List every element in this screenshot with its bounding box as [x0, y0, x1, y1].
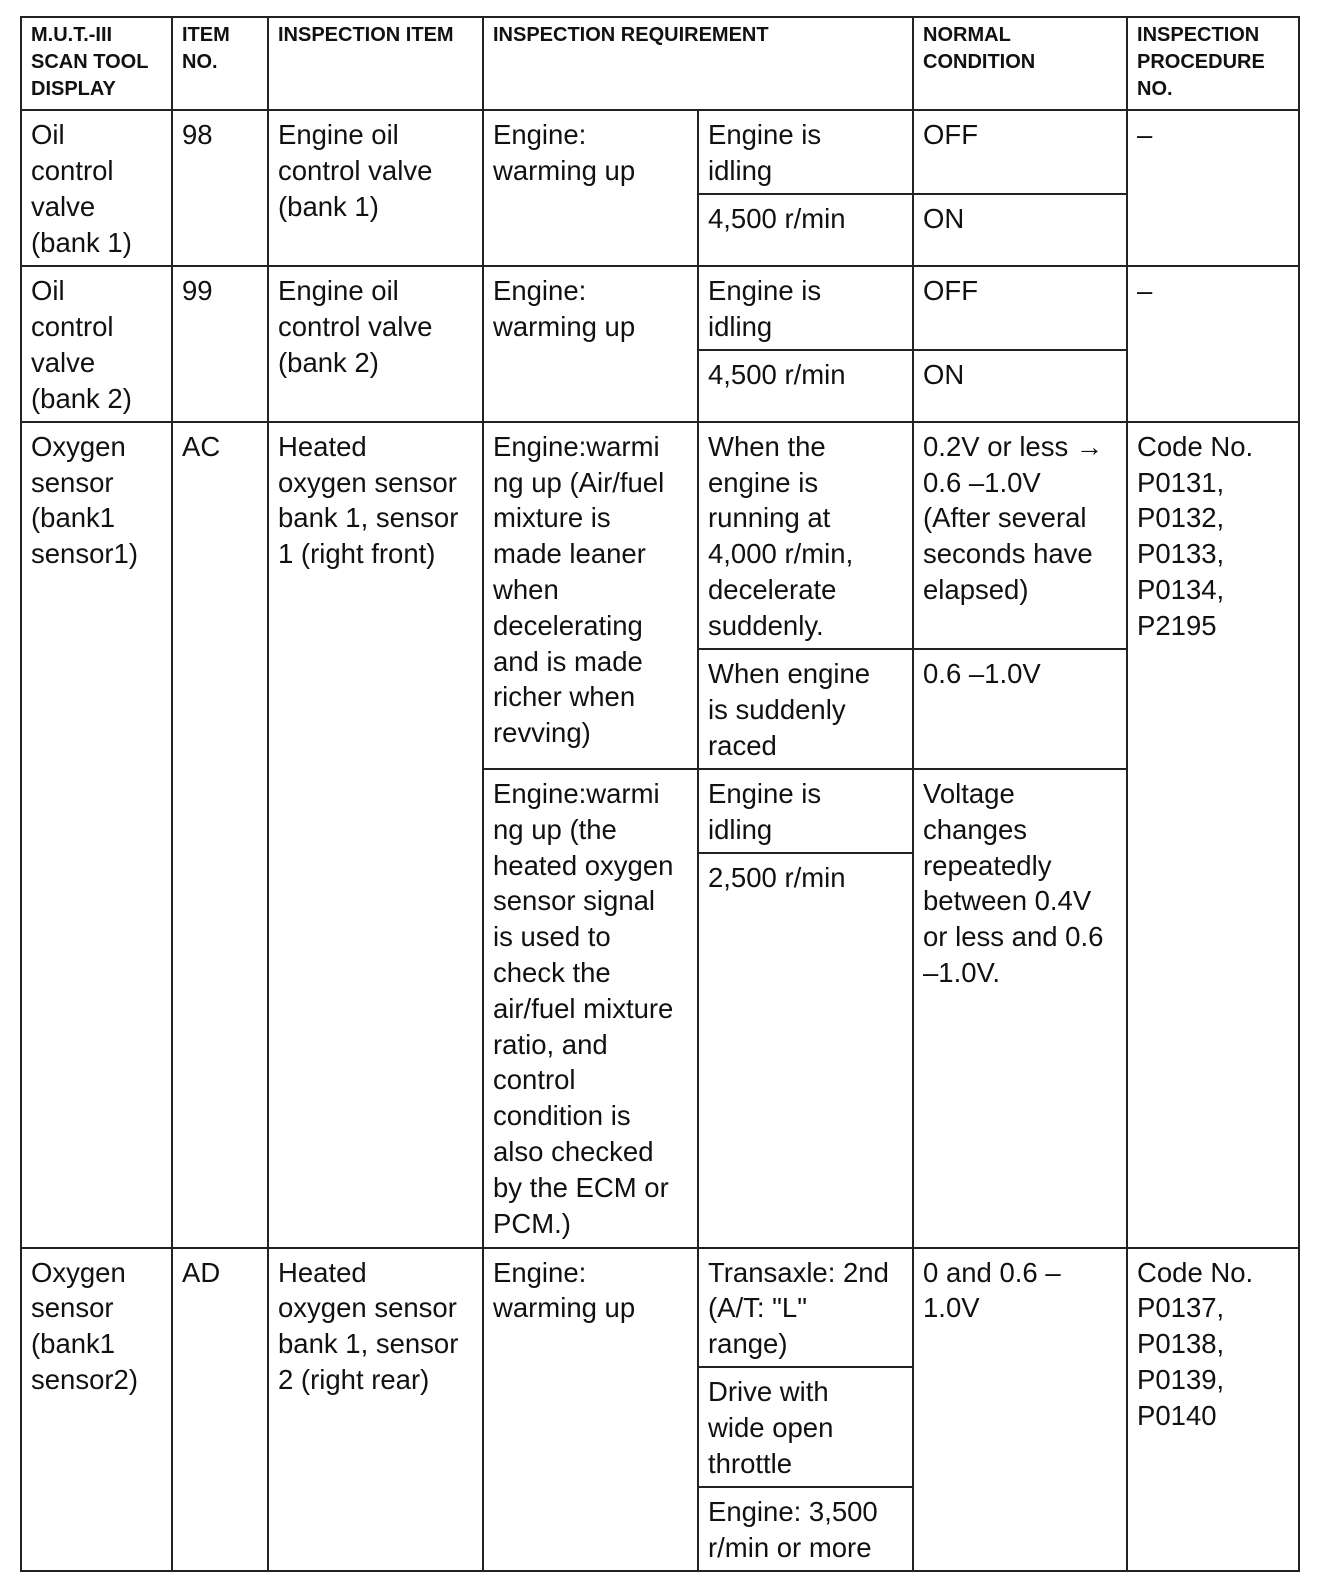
procedure-cell: Code No. P0131, P0132, P0133, P0134, P2195: [1127, 422, 1299, 1248]
condition-cell: Transaxle: 2nd (A/T: "L" range): [698, 1248, 913, 1368]
table-row: [21, 110, 1299, 194]
table-row: [21, 422, 1299, 649]
condition-cell: Engine: 3,500 r/min or more: [698, 1487, 913, 1571]
normal-condition-cell: ON: [913, 194, 1127, 266]
procedure-cell: Code No. P0137, P0138, P0139, P0140: [1127, 1248, 1299, 1571]
procedure-cell: –: [1127, 110, 1299, 266]
normal-condition-cell: 0.6 –1.0V: [913, 649, 1127, 769]
display-cell: Oxygen sensor (bank1 sensor2): [21, 1248, 172, 1571]
header-display: M.U.T.-III SCAN TOOL DISPLAY: [21, 17, 172, 110]
header-inspection-item: INSPECTION ITEM: [268, 17, 483, 110]
inspection-item-cell: Heated oxygen sensor bank 1, sensor 2 (right rear): [268, 1248, 483, 1571]
condition-cell: When the engine is running at 4,000 r/min, decelerate suddenly.: [698, 422, 913, 649]
table-row: [21, 1248, 1299, 1368]
item-no-cell: 98: [172, 110, 268, 266]
item-no-cell: AD: [172, 1248, 268, 1571]
normal-condition-cell: 0.2V or less → 0.6 –1.0V (After several seconds have elapsed): [913, 422, 1127, 649]
display-cell: Oxygen sensor (bank1 sensor1): [21, 422, 172, 1248]
normal-condition-cell: OFF: [913, 110, 1127, 194]
normal-condition-cell: OFF: [913, 266, 1127, 350]
header-inspection-requirement: INSPECTION REQUIREMENT: [483, 17, 913, 110]
inspection-item-cell: Engine oil control valve (bank 1): [268, 110, 483, 266]
requirement-cell: Engine:warmi ng up (the heated oxygen sensor signal is used to check the air/fuel mixture ratio, and control condition is also checked by the ECM or PCM.): [483, 769, 698, 1248]
display-cell: Oil control valve (bank 2): [21, 266, 172, 422]
requirement-cell: Engine: warming up: [483, 1248, 698, 1571]
display-cell: Oil control valve (bank 1): [21, 110, 172, 266]
item-no-cell: AC: [172, 422, 268, 1248]
requirement-cell: Engine: warming up: [483, 266, 698, 422]
condition-cell: 2,500 r/min: [698, 853, 913, 1248]
inspection-item-cell: Engine oil control valve (bank 2): [268, 266, 483, 422]
requirement-cell: Engine: warming up: [483, 110, 698, 266]
inspection-table: [20, 16, 1300, 1572]
normal-condition-cell: Voltage changes repeatedly between 0.4V or less and 0.6 –1.0V.: [913, 769, 1127, 1248]
condition-cell: Engine is idling: [698, 110, 913, 194]
table-row: [21, 266, 1299, 350]
header-normal-condition: NORMAL CONDITION: [913, 17, 1127, 110]
header-item-no: ITEM NO.: [172, 17, 268, 110]
requirement-cell: Engine:warmi ng up (Air/fuel mixture is made leaner when decelerating and is made richer when revving): [483, 422, 698, 769]
condition-cell: 4,500 r/min: [698, 194, 913, 266]
condition-cell: 4,500 r/min: [698, 350, 913, 421]
condition-cell: Engine is idling: [698, 266, 913, 350]
header-procedure-no: INSPECTION PROCEDURE NO.: [1127, 17, 1299, 110]
inspection-item-cell: Heated oxygen sensor bank 1, sensor 1 (right front): [268, 422, 483, 1248]
item-no-cell: 99: [172, 266, 268, 422]
normal-condition-cell: 0 and 0.6 – 1.0V: [913, 1248, 1127, 1571]
normal-condition-cell: ON: [913, 350, 1127, 421]
procedure-cell: –: [1127, 266, 1299, 422]
condition-cell: When engine is suddenly raced: [698, 649, 913, 769]
header-row: [21, 17, 1299, 110]
condition-cell: Engine is idling: [698, 769, 913, 853]
condition-cell: Drive with wide open throttle: [698, 1367, 913, 1487]
